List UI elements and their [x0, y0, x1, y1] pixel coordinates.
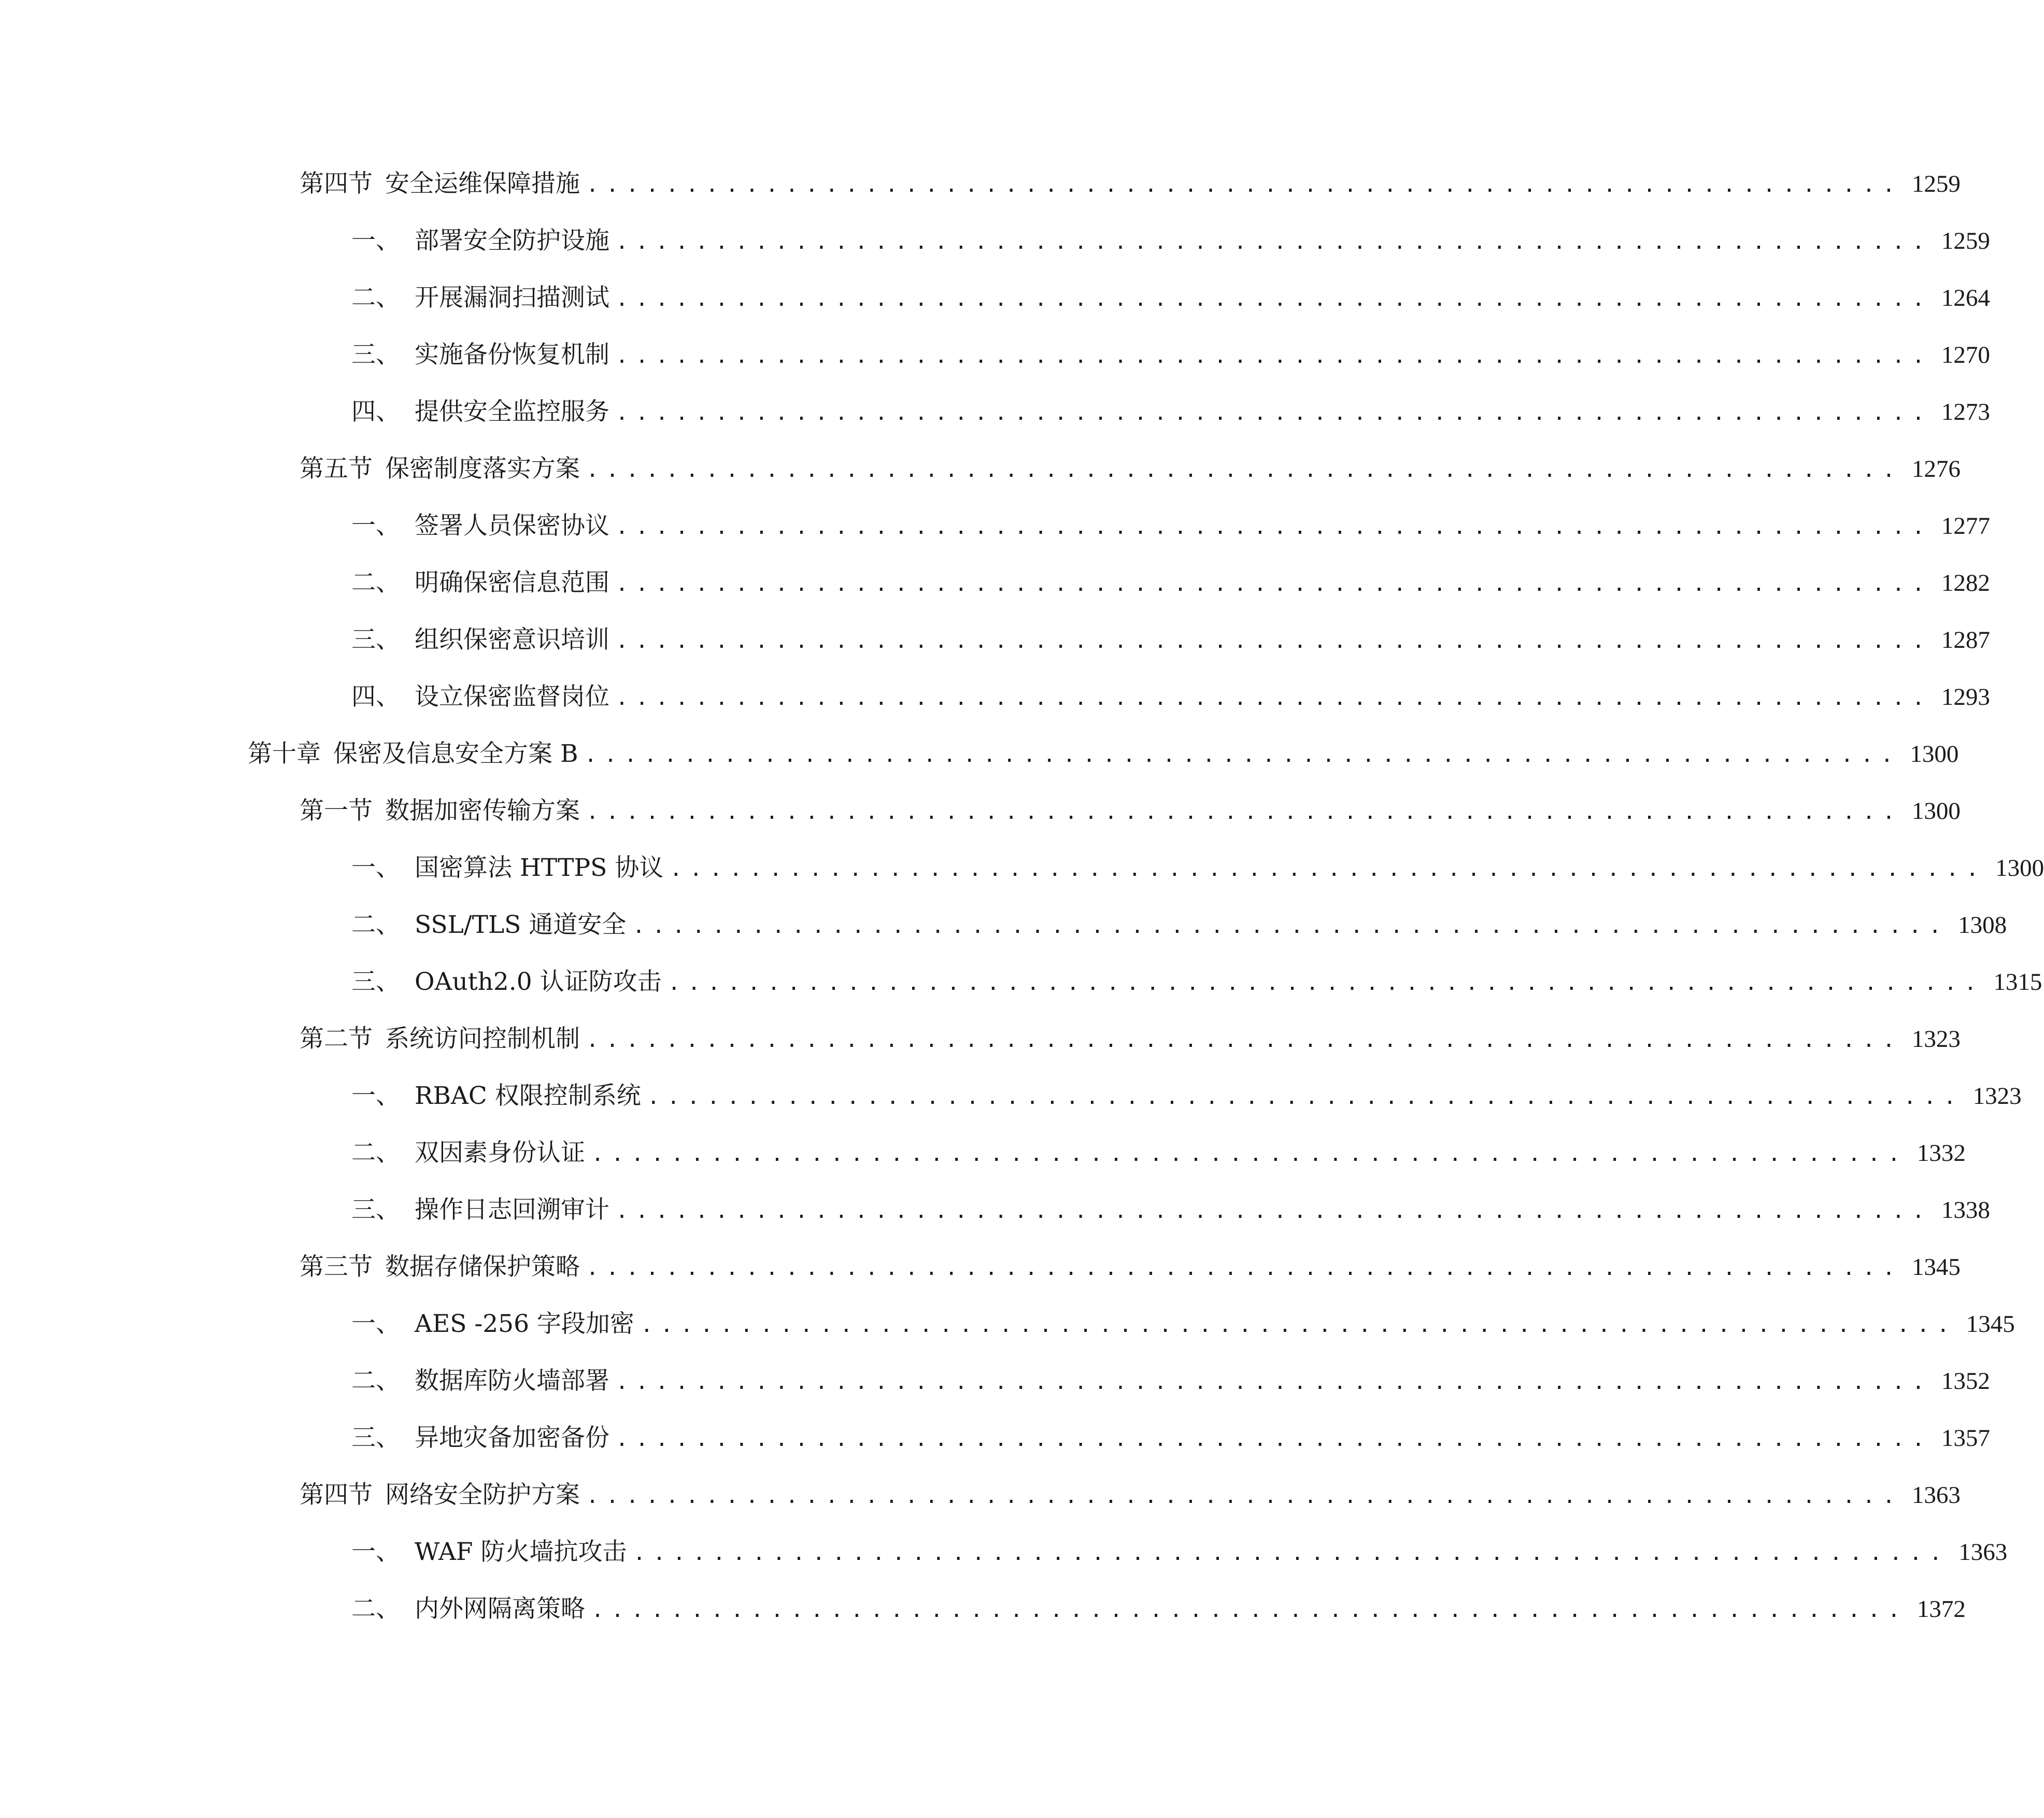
toc-entry-page: 1282: [1941, 570, 1990, 596]
toc-section-entry[interactable]: [0, 155, 1961, 212]
toc-item-entry[interactable]: [0, 1296, 2015, 1353]
toc-entry-title: 系统访问控制机制: [385, 1025, 580, 1053]
dot-leader: ..................................................................: [616, 1199, 1932, 1223]
toc-entry-number: 二、: [351, 569, 400, 597]
dot-leader: ..................................................................: [616, 344, 1932, 368]
toc-entry-page: 1352: [1941, 1368, 1990, 1395]
toc-entry-title: 组织保密意识培训: [415, 626, 609, 654]
dot-leader: ..................................................................: [632, 914, 1949, 938]
toc-entry-title: 部署安全防护设施: [415, 226, 609, 255]
toc-entry-title: WAF 防火墙抗攻击: [415, 1538, 627, 1566]
toc-section-entry[interactable]: [0, 783, 1961, 840]
toc-entry-number: 第三节: [300, 1253, 373, 1281]
toc-entry-page: 1323: [1911, 1026, 1961, 1053]
toc-entry-number: 二、: [351, 1367, 400, 1395]
dot-leader: ..................................................................: [668, 971, 1984, 995]
dot-leader: ..................................................................: [616, 287, 1932, 311]
toc-entry-title: 签署人员保密协议: [415, 512, 609, 540]
toc-entry-number: 二、: [351, 1595, 400, 1623]
toc-item-entry[interactable]: [0, 1068, 2022, 1125]
toc-entry-number: 三、: [351, 1424, 400, 1452]
toc-entry-number: 四、: [351, 683, 400, 711]
toc-item-entry[interactable]: [0, 1125, 1966, 1182]
toc-entry-title: 明确保密信息范围: [415, 569, 609, 597]
toc-entry-title: 双因素身份认证: [415, 1139, 585, 1167]
toc-entry-page: 1357: [1941, 1425, 1990, 1452]
dot-leader: ..................................................................: [616, 629, 1932, 653]
toc-section-entry[interactable]: [0, 1239, 1961, 1296]
dot-leader: ..................................................................: [616, 515, 1932, 539]
toc-entry-page: 1277: [1941, 513, 1990, 539]
dot-leader: ..................................................................: [616, 230, 1932, 254]
toc-entry-number: 第四节: [300, 169, 373, 198]
dot-leader: ..................................................................: [633, 1541, 1950, 1565]
toc-entry-page: 1287: [1941, 627, 1990, 654]
toc-entry-number: 三、: [351, 626, 400, 654]
toc-chapter-entry[interactable]: [0, 726, 1959, 783]
toc-entry-number: 一、: [351, 854, 400, 882]
toc-entry-page: 1264: [1941, 285, 1990, 311]
toc-entry-number: 一、: [351, 512, 400, 540]
toc-item-entry[interactable]: [0, 1182, 1990, 1239]
toc-entry-number: 二、: [351, 283, 400, 312]
toc-entry-page: 1345: [1966, 1311, 2015, 1338]
toc-entry-title: 数据存储保护策略: [385, 1253, 580, 1281]
dot-leader: ..................................................................: [586, 458, 1903, 482]
dot-leader: ..................................................................: [586, 173, 1903, 197]
toc-entry-page: 1372: [1917, 1596, 1966, 1623]
toc-entry-page: 1323: [1972, 1083, 2022, 1110]
toc-entry-number: 一、: [351, 1310, 400, 1338]
toc-entry-number: 第二节: [300, 1025, 373, 1053]
toc-entry-page: 1332: [1917, 1140, 1966, 1167]
toc-entry-page: 1276: [1911, 456, 1961, 482]
toc-entry-number: 第一节: [300, 797, 373, 825]
dot-leader: ..................................................................: [670, 857, 1986, 881]
toc-item-entry[interactable]: [0, 954, 2042, 1011]
toc-entry-page: 1300: [1995, 855, 2044, 882]
toc-entry-number: 第十章: [248, 740, 321, 768]
toc-entry-number: 四、: [351, 397, 400, 426]
toc-item-entry[interactable]: [0, 498, 1990, 555]
toc-entry-title: 保密制度落实方案: [385, 454, 580, 483]
toc-item-entry[interactable]: [0, 840, 2044, 897]
toc-entry-page: 1338: [1941, 1197, 1990, 1224]
toc-item-entry[interactable]: [0, 897, 2007, 954]
toc-entry-number: 三、: [351, 968, 400, 996]
toc-entry-number: 二、: [351, 911, 400, 939]
toc-entry-page: 1308: [1958, 912, 2007, 939]
toc-entry-title: 操作日志回溯审计: [415, 1196, 609, 1224]
toc-entry-title: 数据库防火墙部署: [415, 1367, 609, 1395]
dot-leader: ..................................................................: [616, 572, 1932, 596]
dot-leader: ..................................................................: [586, 1256, 1903, 1280]
toc-entry-title: 国密算法 HTTPS 协议: [415, 854, 664, 882]
toc-entry-title: 提供安全监控服务: [415, 397, 609, 426]
toc-entry-page: 1293: [1941, 684, 1990, 711]
toc-item-entry[interactable]: [0, 1410, 1990, 1467]
toc-entry-number: 三、: [351, 1196, 400, 1224]
dot-leader: ..................................................................: [584, 743, 1901, 767]
toc-entry-title: 内外网隔离策略: [415, 1595, 585, 1623]
toc-item-entry[interactable]: [0, 269, 1990, 326]
toc-entry-page: 1300: [1910, 741, 1959, 768]
toc-item-entry[interactable]: [0, 212, 1990, 269]
toc-item-entry[interactable]: [0, 1353, 1990, 1410]
toc-item-entry[interactable]: [0, 612, 1990, 669]
toc-entry-page: 1345: [1911, 1254, 1961, 1281]
toc-item-entry[interactable]: [0, 555, 1990, 612]
toc-entry-title: 开展漏洞扫描测试: [415, 283, 609, 312]
toc-entry-title: 网络安全防护方案: [385, 1481, 580, 1509]
toc-item-entry[interactable]: [0, 326, 1990, 384]
dot-leader: ..................................................................: [640, 1313, 1957, 1337]
toc-entry-number: 第四节: [300, 1481, 373, 1509]
dot-leader: ..................................................................: [586, 800, 1903, 824]
dot-leader: ..................................................................: [586, 1484, 1903, 1508]
dot-leader: ..................................................................: [616, 686, 1932, 710]
dot-leader: ..................................................................: [616, 401, 1932, 425]
toc-entry-title: OAuth2.0 认证防攻击: [415, 968, 662, 996]
table-of-contents: [0, 155, 2044, 1638]
toc-entry-title: SSL/TLS 通道安全: [415, 911, 627, 939]
toc-entry-title: 安全运维保障措施: [385, 169, 580, 198]
toc-entry-number: 三、: [351, 340, 400, 369]
toc-entry-page: 1363: [1911, 1482, 1961, 1509]
toc-entry-number: 第五节: [300, 454, 373, 483]
dot-leader: ..................................................................: [616, 1427, 1932, 1451]
toc-entry-page: 1315: [1993, 969, 2042, 996]
toc-entry-title: 数据加密传输方案: [385, 797, 580, 825]
toc-entry-number: 一、: [351, 1082, 400, 1110]
dot-leader: ..................................................................: [616, 1370, 1932, 1394]
toc-entry-title: 异地灾备加密备份: [415, 1424, 609, 1452]
toc-entry-page: 1363: [1958, 1539, 2008, 1566]
toc-item-entry[interactable]: [0, 384, 1990, 441]
toc-entry-page: 1270: [1941, 342, 1990, 368]
toc-section-entry[interactable]: [0, 441, 1961, 498]
toc-entry-number: 二、: [351, 1139, 400, 1167]
dot-leader: ..................................................................: [586, 1028, 1903, 1052]
toc-item-entry[interactable]: [0, 1581, 1966, 1638]
toc-entry-page: 1300: [1911, 798, 1961, 825]
toc-section-entry[interactable]: [0, 1467, 1961, 1524]
toc-entry-page: 1259: [1941, 228, 1990, 254]
toc-entry-number: 一、: [351, 1538, 400, 1566]
toc-entry-title: 实施备份恢复机制: [415, 340, 609, 369]
dot-leader: ..................................................................: [647, 1085, 1964, 1109]
dot-leader: ..................................................................: [591, 1598, 1908, 1622]
toc-item-entry[interactable]: [0, 1524, 2008, 1581]
toc-entry-title: AES -256 字段加密: [415, 1310, 634, 1338]
toc-entry-title: 设立保密监督岗位: [415, 683, 609, 711]
toc-section-entry[interactable]: [0, 1011, 1961, 1068]
toc-entry-number: 一、: [351, 226, 400, 255]
toc-entry-title: RBAC 权限控制系统: [415, 1082, 641, 1110]
toc-entry-page: 1259: [1911, 171, 1961, 197]
dot-leader: ..................................................................: [591, 1142, 1908, 1166]
toc-item-entry[interactable]: [0, 669, 1990, 726]
toc-entry-page: 1273: [1941, 399, 1990, 425]
toc-entry-title: 保密及信息安全方案 B: [333, 740, 578, 768]
